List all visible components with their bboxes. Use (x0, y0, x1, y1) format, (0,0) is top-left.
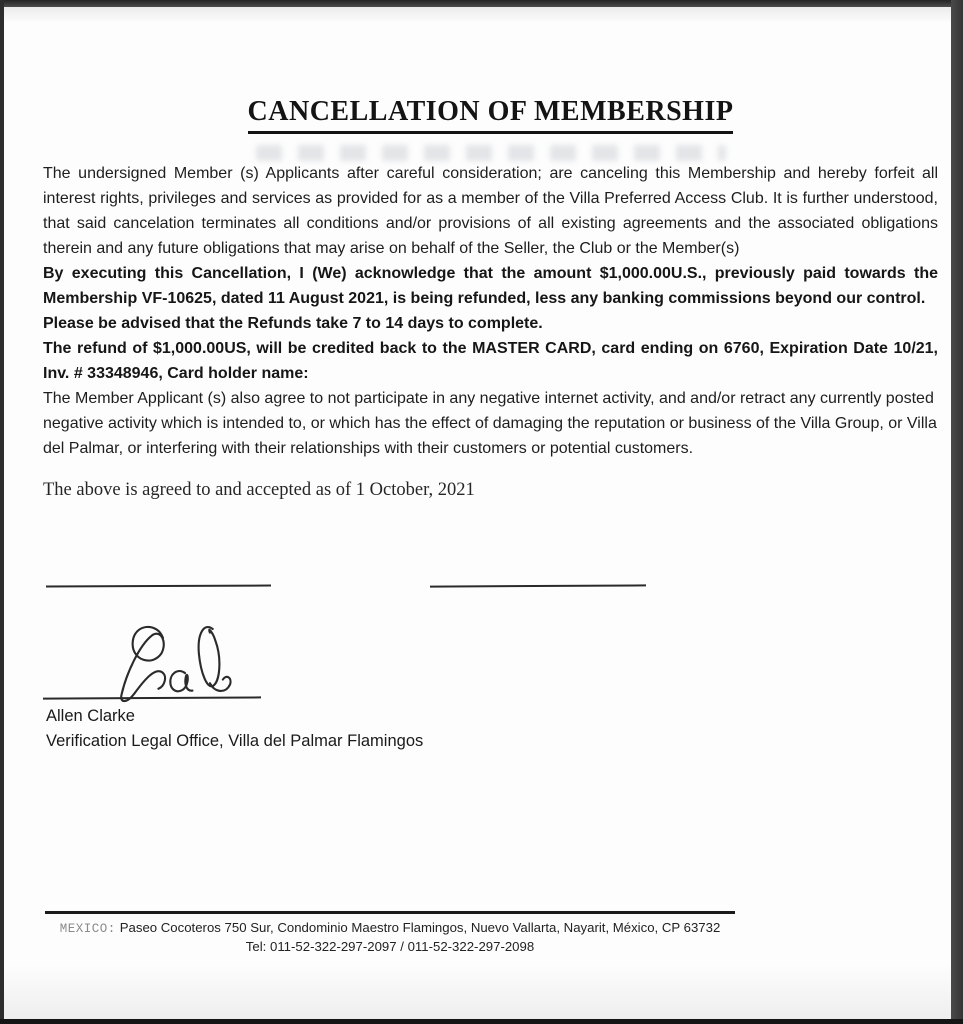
paragraph-intro: The undersigned Member (s) Applicants after careful consideration; are canceling this Membership and hereby forfeit all interest rights, privileges and services as provided for as a member of the Villa Preferred Access Club. It is further understood, that said cancelation terminates all conditions and/or provisions of all existing agreements and the associated obligations therein and any future obligations that may arise on behalf of the Seller, the Club or the Member(s) (43, 165, 938, 257)
footer-address-line (45, 919, 735, 938)
paragraph-non-disparagement: The Member Applicant (s) also agree to not participate in any negative internet activity, and and/or retract any currently posted negative activity which is intended to, or which has the effect of damaging the reputation or business of the Villa Group, or Villa del Palmar, or interfering with their relationships with their customers or potential customers. (43, 390, 937, 457)
signature-scribble (93, 617, 268, 709)
signature-block (43, 617, 424, 754)
page-title-text: CANCELLATION OF MEMBERSHIP (248, 96, 734, 134)
paragraph-refund-acknowledgement: By executing this Cancellation, I (We) acknowledge that the amount $1,000.00U.S., previously paid towards the Membership VF-10625, dated 11 August 2021, is being refunded, less any banking commissions beyond our control. (43, 265, 938, 307)
footer-address: Paseo Cocoteros 750 Sur, Condominio Maestro Flamingos, Nuevo Vallarta, Nayarit, México, CP 63732 (119, 920, 721, 935)
footer-country-label: MEXICO: (59, 922, 116, 936)
signature-line-right (430, 584, 646, 587)
footer-phone-line: Tel: 011-52-322-297-2097 / 011-52-322-297-2098 (245, 939, 535, 954)
letterhead-footer (45, 911, 735, 956)
scan-edge-right (951, 0, 963, 1024)
signer-title: Verification Legal Office, Villa del Palmar Flamingos (46, 732, 424, 750)
signature-lines-row (43, 585, 938, 587)
scan-edge-left (0, 0, 4, 1024)
scan-edge-bottom (0, 1019, 963, 1024)
signer-name: Allen Clarke (46, 707, 135, 725)
signature-line-left (46, 585, 271, 588)
scan-smudge-artifact (256, 145, 726, 161)
scan-edge-bottom-shadow (0, 964, 963, 1019)
page-title (43, 96, 938, 134)
paragraph-refund-timeframe: Please be advised that the Refunds take 7 to 14 days to complete. (43, 315, 543, 332)
scan-edge-top-shadow (0, 7, 963, 23)
scan-edge-top (0, 0, 963, 7)
paragraph-refund-credit-details: The refund of $1,000.00US, will be credited back to the MASTER CARD, card ending on 6760, Expiration Date 10/21, Inv. # 33348946, Card holder name: (43, 340, 938, 382)
acceptance-date-line: The above is agreed to and accepted as of 1 October, 2021 (43, 480, 475, 500)
